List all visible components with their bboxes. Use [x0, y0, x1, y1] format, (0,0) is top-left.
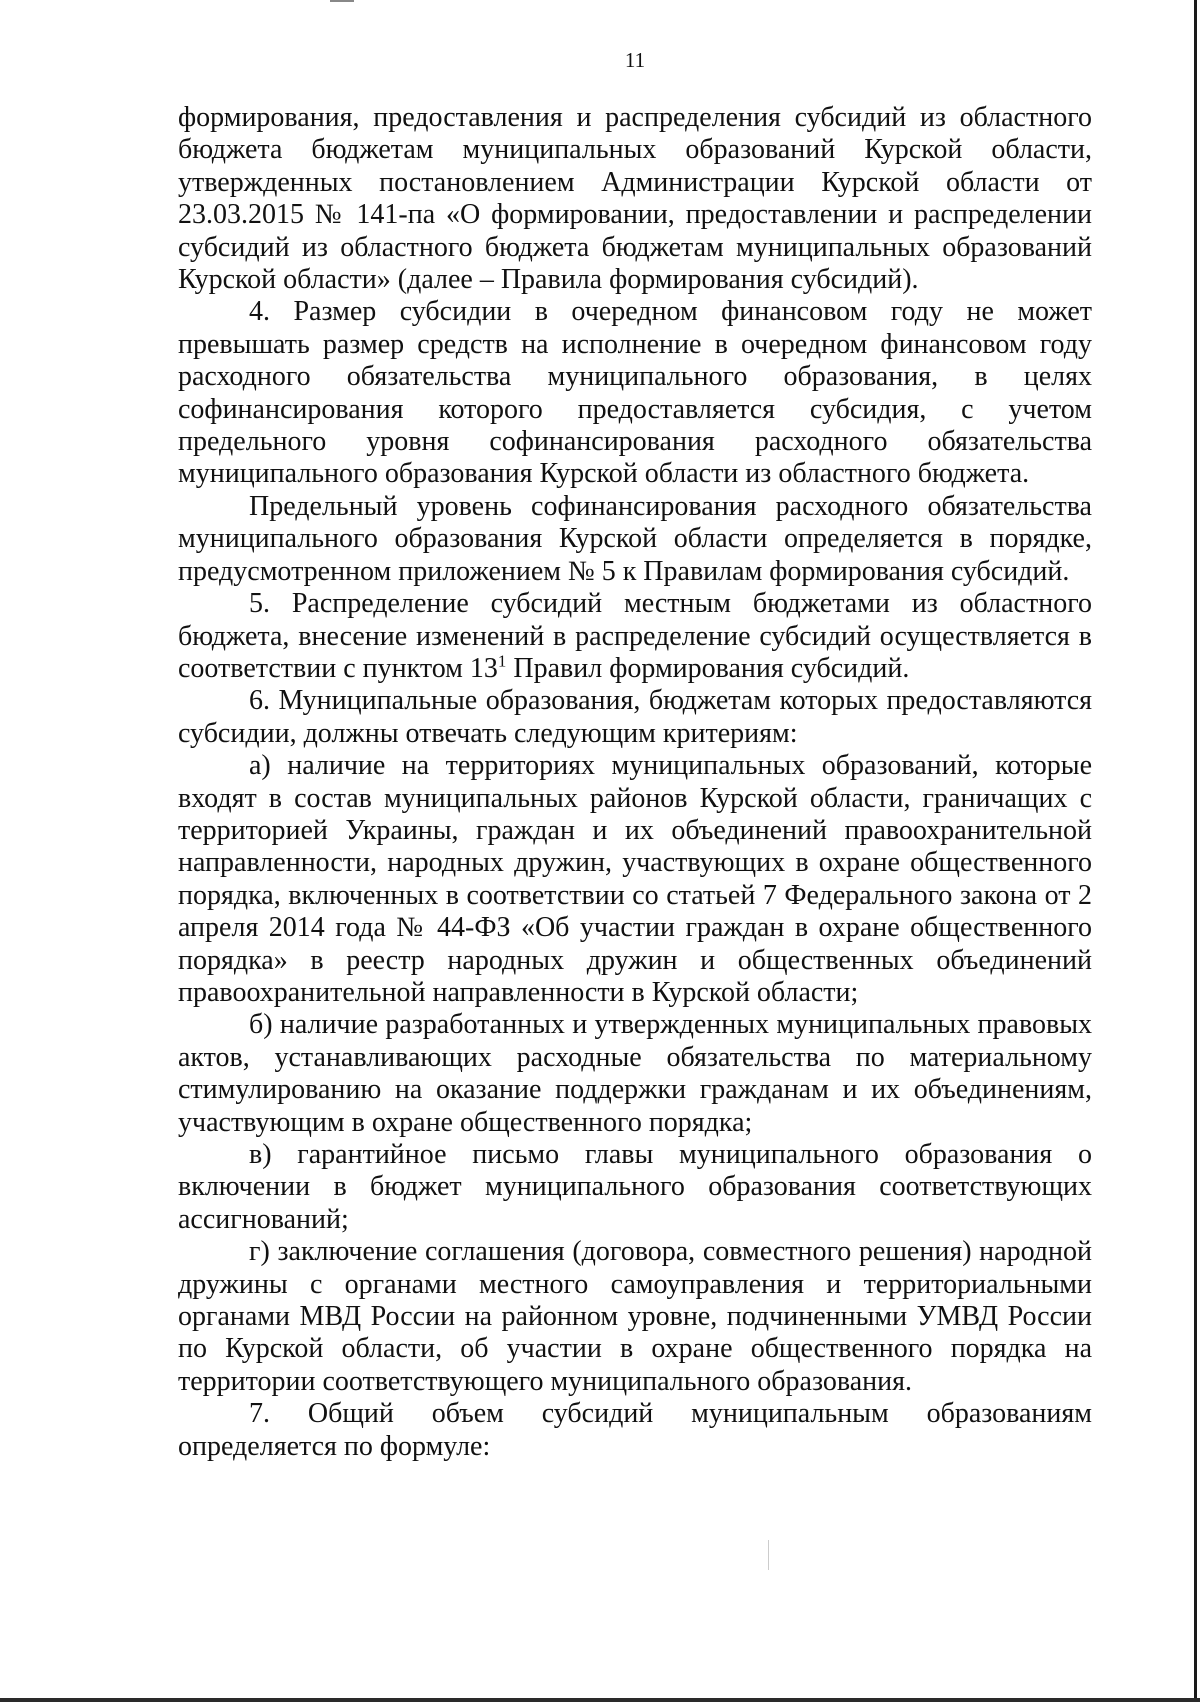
criteria-item-a: а) наличие на территориях муниципальных образований, которые входят в состав муниципальных районов Курской области, граничащих с территорией Украины, граждан и их объединений правоохранительной направленности, народных дружин, участвующих в охране общественного порядка, включенных в соответствии со статьей 7 Федерального закона от 2 апреля 2014 года № 44-ФЗ «Об участии граждан в охране общественного порядка» в реестр народных дружин и общественных объединений правоохранительной направленности в Курской области; [178, 750, 1092, 1008]
criteria-item-b: б) наличие разработанных и утвержденных муниципальных правовых актов, устанавливающих расходные обязательства по материальному стимулированию на оказание поддержки гражданам и их объединениям, участвующим в охране общественного порядка; [178, 1009, 1092, 1138]
paragraph-item-7: 7. Общий объем субсидий муниципальным образованиям определяется по формуле: [178, 1398, 1092, 1462]
criteria-item-v: в) гарантийное письмо главы муниципального образования о включении в бюджет муниципального образования соответствующих ассигнований; [178, 1139, 1092, 1235]
criteria-item-g: г) заключение соглашения (договора, совместного решения) народной дружины с органами местного самоуправления и территориальными органами МВД России на районном уровне, подчиненными УМВД России по Курской области, об участии в охране общественного порядка на территории соответствующего муниципального образования. [178, 1236, 1092, 1397]
scan-artifact [768, 1540, 769, 1570]
page-bottom-border [0, 1698, 1200, 1702]
paragraph-item-5 [178, 588, 1092, 685]
footnote-superscript: 1 [497, 651, 507, 671]
document-body [178, 102, 1092, 1463]
paragraph-item-5-text: 5. Распределение субсидий местным бюджетами из областного бюджета, внесение изменений в распределение субсидий осуществляется в соответствии с пунктом 13 [178, 588, 1092, 684]
paragraph-item-6: 6. Муниципальные образования, бюджетам которых предоставляются субсидии, должны отвечать следующим критериям: [178, 685, 1092, 749]
paragraph-item-4: 4. Размер субсидии в очередном финансовом году не может превышать размер средств на исполнение в очередном финансовом году расходного обязательства муниципального образования, в целях софинансирования которого предоставляется субсидия, с учетом предельного уровня софинансирования расходного обязательства муниципального образования Курской области из областного бюджета. [178, 296, 1092, 490]
page-number: 11 [624, 48, 646, 72]
page-right-border [1194, 0, 1197, 1702]
paragraph-item-5-tail: Правил формирования субсидий. [506, 652, 910, 684]
scan-edge-mark [330, 0, 354, 2]
paragraph-cofinancing-level: Предельный уровень софинансирования расходного обязательства муниципального образования Курской области определяется в порядке, предусмотренном приложением № 5 к Правилам формирования субсидий. [178, 490, 1092, 587]
paragraph-continuation: формирования, предоставления и распределения субсидий из областного бюджета бюджетам муниципальных образований Курской области, утвержденных постановлением Администрации Курской области от 23.03.2015 № 141-па «О формировании, предоставлении и распределении субсидий из областного бюджета бюджетам муниципальных образований Курской области» (далее – Правила формирования субсидий). [178, 102, 1092, 296]
